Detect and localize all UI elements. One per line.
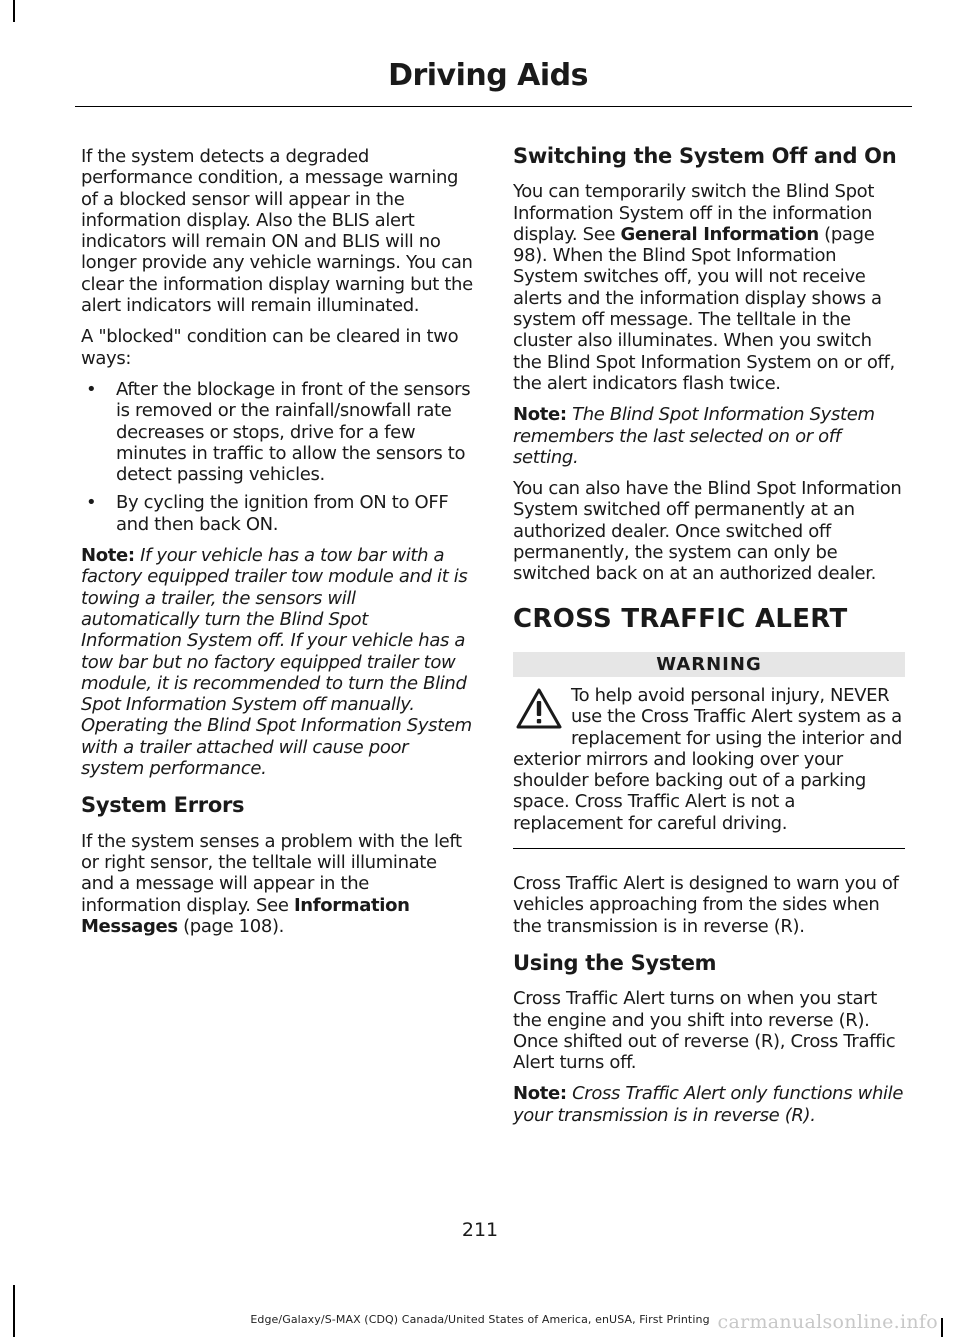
list-item	[81, 379, 473, 485]
header-divider	[75, 106, 912, 107]
paragraph-text: (page 108).	[177, 915, 285, 937]
note-text: If your vehicle has a tow bar with a factory equipped trailer tow module and it is towing a trailer, the sensors will automatically turn the Blind Spot Information System off. If your vehicle has a tow bar but no factory equipped trailer tow module, it is recommended to turn the Blind Spot Information System off manually. Operating the Blind Spot Information System with a trailer attached will cause poor system performance.	[81, 545, 472, 780]
paragraph: Cross Traffic Alert turns on when you start the engine and you shift into reverse (R). Once shifted out of reverse (R), Cross Traffic Alert turns off.	[513, 988, 896, 1074]
paragraph: A "blocked" condition can be cleared in two ways:	[81, 326, 459, 369]
cross-reference-link[interactable]: General Information	[620, 223, 819, 245]
list-item-text: By cycling the ignition from ON to OFF and then back ON.	[116, 492, 449, 535]
warning-header: WARNING	[513, 652, 905, 677]
paragraph: You can also have the Blind Spot Information System switched off permanently at an authorized dealer. Once switched off permanently, the system can only be switched back on at an authorized dealer.	[513, 478, 902, 585]
page-title: Driving Aids	[388, 58, 588, 93]
note-label: Note:	[81, 545, 135, 567]
warning-triangle-icon	[515, 687, 563, 731]
paragraph-text: You can temporarily switch the Blind Spot Information System off in the information display. See	[513, 181, 875, 245]
cross-reference-link[interactable]: Information Messages	[81, 894, 410, 937]
section-heading: Switching the System Off and On	[513, 144, 897, 168]
note	[513, 404, 905, 468]
left-column	[81, 146, 473, 947]
note-text: The Blind Spot Information System remembers the last selected on or off setting.	[513, 404, 875, 468]
footer-text: Edge/Galaxy/S-MAX (CDQ) Canada/United States of America, enUSA, First Printing	[250, 1313, 710, 1326]
warning-divider	[513, 848, 905, 849]
paragraph	[513, 181, 905, 394]
note	[513, 1083, 905, 1126]
warning-box	[513, 652, 905, 849]
paragraph	[81, 831, 473, 937]
crop-mark	[13, 0, 15, 22]
bullet-mark: •	[86, 492, 97, 514]
note-label: Note:	[513, 1083, 567, 1105]
note-text: Cross Traffic Alert only functions while your transmission is in reverse (R).	[513, 1083, 904, 1126]
bullet-list	[81, 379, 473, 535]
paragraph-text: (page 98). When the Blind Spot Information System switches off, you will not receive alerts and the information display shows a system off message. The telltale in the cluster also illuminates. When you switch the Blind Spot Information System on or off, the alert indicators flash twice.	[513, 223, 895, 394]
chapter-heading: CROSS TRAFFIC ALERT	[513, 603, 848, 634]
page-number: 211	[461, 1219, 499, 1241]
right-column	[513, 146, 905, 1136]
list-item	[81, 492, 473, 535]
note	[81, 545, 473, 779]
crop-mark	[13, 1285, 15, 1337]
paragraph-text: If the system senses a problem with the left or right sensor, the telltale will illuminate and a message will appear in the information display. See	[81, 830, 462, 916]
section-heading: System Errors	[81, 793, 245, 818]
note-label: Note:	[513, 404, 567, 426]
paragraph: If the system detects a degraded performance condition, a message warning of a blocked sensor will appear in the information display. Also the BLIS alert indicators will remain ON and BLIS will no longer provide any vehicle warnings. You can clear the information display warning but the alert indicators will remain illuminated.	[81, 146, 473, 317]
warning-text: To help avoid personal injury, NEVER use the Cross Traffic Alert system as a replacement for using the interior and exterior mirrors and looking over your shoulder before backing out of a parking space. Cross Traffic Alert is not a replacement for careful driving.	[513, 684, 903, 834]
list-item-text: After the blockage in front of the sensors is removed or the rainfall/snowfall rate decreases or stops, drive for a few minutes in traffic to allow the sensors to detect passing vehicles.	[116, 378, 471, 486]
section-heading: Using the System	[513, 950, 717, 975]
bullet-mark: •	[86, 378, 97, 400]
paragraph: Cross Traffic Alert is designed to warn you of vehicles approaching from the sides when the transmission is in reverse (R).	[513, 873, 899, 937]
watermark: carmanualsonline.info	[717, 1311, 938, 1333]
